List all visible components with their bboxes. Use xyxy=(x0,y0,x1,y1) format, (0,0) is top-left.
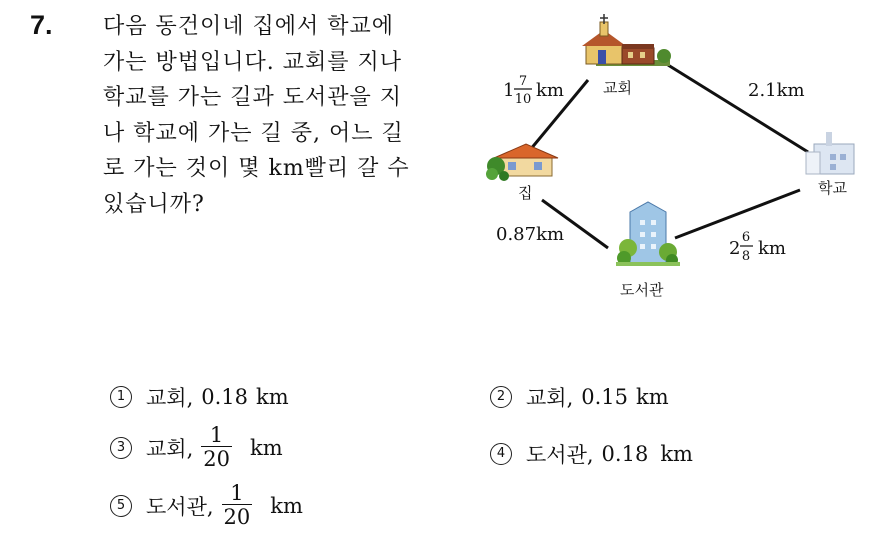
fraction-denominator: 20 xyxy=(203,447,230,471)
question-number: 7. xyxy=(30,10,53,40)
choice-5[interactable] xyxy=(110,483,303,528)
question-line: 학교를 가는 길과 도서관을 지 xyxy=(103,85,402,110)
choice-fraction xyxy=(222,483,253,528)
home-icon xyxy=(486,144,558,181)
choice-unit: km xyxy=(660,442,693,466)
distance-numerator: 7 xyxy=(518,74,528,89)
choice-number-5: 5 xyxy=(110,495,132,517)
distance-unit: km xyxy=(536,80,564,101)
choice-unit: km xyxy=(270,493,303,518)
choice-place: 교회, xyxy=(526,386,574,410)
distance-home-library: 0.87km xyxy=(496,224,565,245)
fraction-numerator: 1 xyxy=(230,481,244,505)
choice-fraction xyxy=(201,425,232,470)
library-label: 도서관 xyxy=(620,281,664,299)
road-library-school xyxy=(675,190,800,238)
choice-place: 도서관, xyxy=(526,443,594,467)
distance-home-church xyxy=(503,74,564,107)
road-church-school xyxy=(668,65,808,152)
distance-church-school: 2.1km xyxy=(748,80,805,101)
distance-denominator: 8 xyxy=(741,249,751,264)
choice-value: 0.15 xyxy=(581,385,629,409)
fraction-denominator: 20 xyxy=(223,505,251,529)
choice-1[interactable] xyxy=(110,382,289,412)
choice-number-3: 3 xyxy=(110,437,132,459)
choice-place: 교회, xyxy=(146,436,194,461)
choice-number-2: 2 xyxy=(490,386,512,408)
library-icon xyxy=(616,202,680,266)
fraction-numerator: 1 xyxy=(209,423,224,447)
question-line: 가는 방법입니다. 교회를 지나 xyxy=(103,49,402,75)
choice-number-4: 4 xyxy=(490,443,512,465)
question-line: 다음 동건이네 집에서 학교에 xyxy=(103,14,395,39)
question-line: 로 가는 것이 몇 km빨리 갈 수 xyxy=(103,156,410,181)
choice-4[interactable] xyxy=(490,439,693,469)
church-icon xyxy=(582,14,671,66)
church-label: 교회 xyxy=(603,79,632,97)
choice-number-1: 1 xyxy=(110,386,132,408)
question-line: 나 학교에 가는 길 중, 어느 길 xyxy=(103,120,404,146)
choice-value: 0.18 xyxy=(201,385,249,409)
choice-value: 0.18 xyxy=(601,442,649,466)
route-map xyxy=(470,10,880,310)
choice-place: 도서관, xyxy=(146,494,214,519)
choice-3[interactable] xyxy=(110,425,283,470)
choice-2[interactable] xyxy=(490,382,669,412)
choice-unit: km xyxy=(636,385,669,409)
question-line: 있습니까? xyxy=(103,191,205,217)
question-text xyxy=(103,9,453,222)
distance-denominator: 10 xyxy=(514,92,532,107)
distance-unit: km xyxy=(758,238,786,259)
home-label: 집 xyxy=(518,184,533,202)
distance-whole: 1 xyxy=(503,80,515,101)
choice-unit: km xyxy=(249,435,283,460)
school-label: 학교 xyxy=(818,179,847,197)
choice-place: 교회, xyxy=(146,386,194,410)
choice-unit: km xyxy=(256,385,289,409)
school-icon xyxy=(806,132,854,174)
distance-numerator: 6 xyxy=(741,230,751,245)
distance-whole: 2 xyxy=(729,238,741,259)
distance-library-school xyxy=(729,230,786,264)
